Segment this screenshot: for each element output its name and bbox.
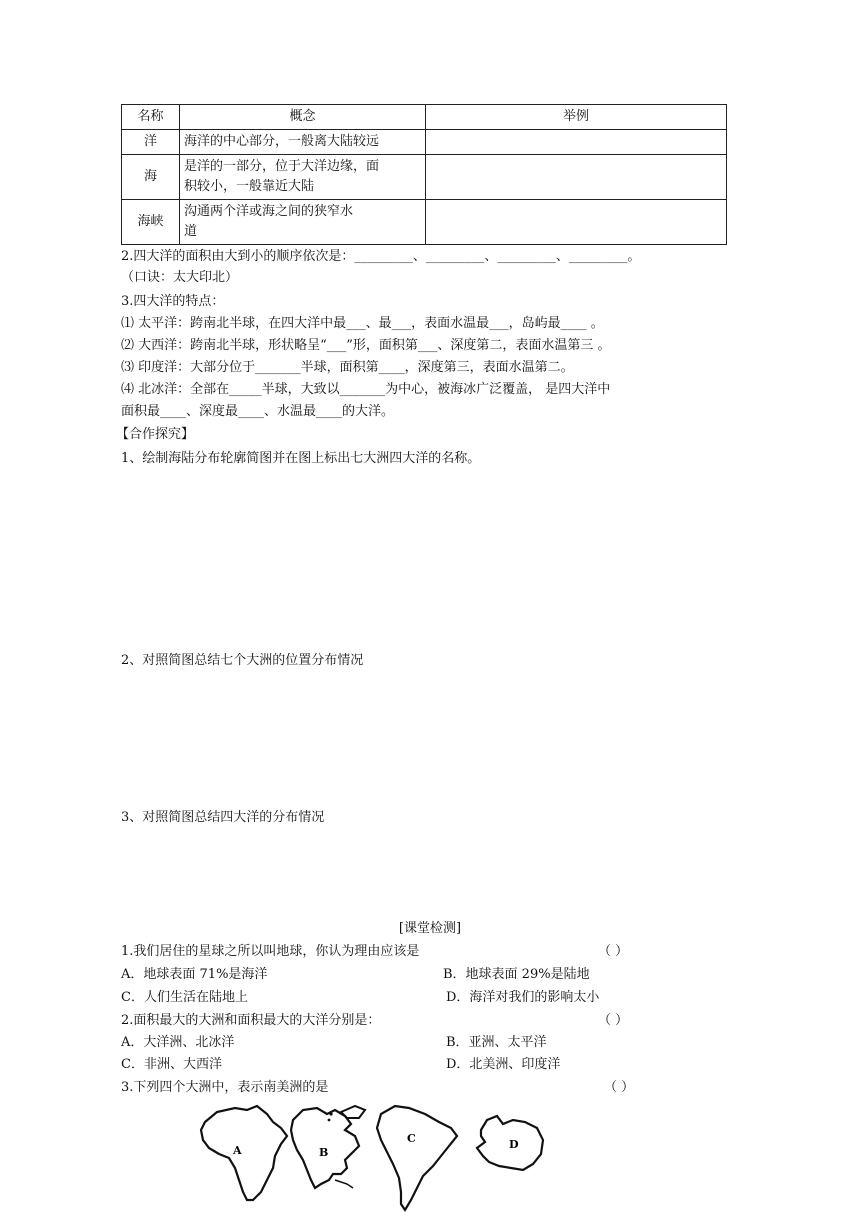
row-concept: [180, 200, 426, 245]
row-example[interactable]: [426, 130, 727, 155]
quiz-q2-stem: 2.面积最大的大洲和面积最大的大洋分别是：: [121, 1013, 381, 1028]
quiz-title: [课堂检测]: [398, 921, 462, 936]
row-name: 洋: [122, 130, 180, 155]
concept-line: 道: [184, 224, 198, 239]
concept-line: 海洋的中心部分，一般离大陆较远: [184, 134, 380, 149]
quiz-q2-option-a[interactable]: A．大洋洲、北冰洋: [121, 1035, 235, 1050]
row-concept: [180, 130, 426, 155]
map-label-d: D: [509, 1138, 519, 1151]
header-name: 名称: [122, 105, 180, 130]
continent-outlines: [195, 1100, 555, 1216]
quiz-q2-option-c[interactable]: C．非洲、大西洋: [121, 1057, 222, 1072]
quiz-q1-option-a[interactable]: A．地球表面 71%是海洋: [121, 967, 268, 982]
map-option-d[interactable]: [477, 1116, 543, 1170]
map-option-c[interactable]: [377, 1106, 457, 1210]
table-header-row: [122, 105, 727, 130]
table-row: [122, 155, 727, 200]
cooperation-task-1: 1、绘制海陆分布轮廓简图并在图上标出七大洲四大洋的名称。: [121, 451, 481, 466]
cooperation-heading: 【合作探究】: [116, 427, 195, 442]
quiz-q1-option-d[interactable]: D．海洋对我们的影响太小: [446, 990, 600, 1005]
quiz-q1-stem: 1.我们居住的星球之所以叫地球，你认为理由应该是: [121, 944, 420, 959]
quiz-q2-option-d[interactable]: D．北美洲、印度洋: [446, 1057, 561, 1072]
africa-outline: [201, 1106, 287, 1200]
concept-line: 是洋的一部分，位于大洋边缘，面: [184, 159, 380, 174]
map-label-b: B: [319, 1146, 329, 1159]
map-label-a: A: [233, 1144, 242, 1157]
quiz-q3-stem: 3.下列四个大洲中，表示南美洲的是: [121, 1080, 329, 1095]
table-row: [122, 130, 727, 155]
quiz-q2-answer-paren[interactable]: （ ）: [598, 1013, 629, 1028]
caribbean-outline: [335, 1180, 353, 1188]
header-concept: 概念: [180, 105, 426, 130]
quiz-q1-option-b[interactable]: B．地球表面 29%是陆地: [443, 967, 590, 982]
q3-item-atlantic[interactable]: ⑵ 大西洋：跨南北半球，形状略呈“___”形，面积第___、深度第二，表面水温第三 。: [121, 338, 611, 353]
q3-item-arctic[interactable]: ⑷ 北冰洋：全部在_____半球，大致以_______为中心，被海冰广泛覆盖， 是四大洋中: [121, 382, 611, 397]
quiz-q2-option-b[interactable]: B．亚洲、太平洋: [446, 1035, 547, 1050]
quiz-q1-option-c[interactable]: C．人们生活在陆地上: [121, 990, 248, 1005]
map-option-a[interactable]: [201, 1106, 287, 1200]
row-name: 海: [122, 155, 180, 200]
south-america-outline: [377, 1106, 457, 1210]
row-name: 海峡: [122, 200, 180, 245]
row-example[interactable]: [426, 200, 727, 245]
row-example[interactable]: [426, 155, 727, 200]
island-dot: [329, 1112, 332, 1115]
continent-maps: [195, 1100, 555, 1216]
concept-table: [121, 104, 727, 245]
q2-hint: （口诀：太大印北）: [121, 270, 239, 285]
cooperation-task-2: 2、对照简图总结七个大洲的位置分布情况: [121, 653, 364, 668]
quiz-q1-answer-paren[interactable]: （ ）: [598, 944, 629, 959]
table-row: [122, 200, 727, 245]
q3-title: 3.四大洋的特点：: [121, 294, 225, 309]
map-option-b[interactable]: [291, 1106, 365, 1188]
q2-text[interactable]: 2.四大洋的面积由大到小的顺序依次是：_________、_________、_________、_________。: [121, 249, 641, 264]
quiz-q3-answer-paren[interactable]: （ ）: [604, 1080, 635, 1095]
cooperation-task-3: 3、对照简图总结四大洋的分布情况: [121, 810, 325, 825]
header-example: 举例: [426, 105, 727, 130]
q3-item-arctic-cont[interactable]: 面积最____、深度最____、水温最____的大洋。: [121, 404, 395, 419]
q3-item-indian[interactable]: ⑶ 印度洋：大部分位于_______半球，面积第____，深度第三，表面水温第二。: [121, 360, 574, 375]
island-dot: [328, 1119, 331, 1122]
map-label-c: C: [407, 1132, 416, 1145]
concept-line: 沟通两个洋或海之间的狭窄水: [184, 204, 354, 219]
row-concept: [180, 155, 426, 200]
q3-item-pacific[interactable]: ⑴ 太平洋：跨南北半球，在四大洋中最___、最___，表面水温最___，岛屿最____ 。: [121, 316, 604, 331]
concept-line: 积较小，一般靠近大陆: [184, 179, 315, 194]
greenland-outline: [341, 1106, 365, 1118]
